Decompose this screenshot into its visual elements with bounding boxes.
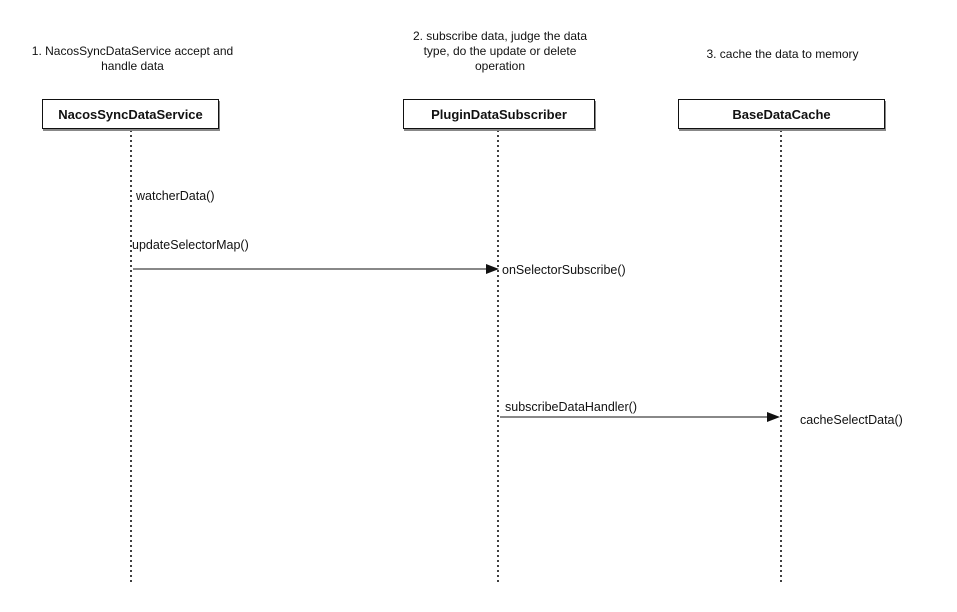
note-step-1: 1. NacosSyncDataService accept and handle data <box>31 44 234 73</box>
arrowhead-subscribe-data-handler <box>767 412 780 422</box>
actor-nacos-sync-data-service: NacosSyncDataService <box>42 99 219 129</box>
message-subscribe-data-handler: subscribeDataHandler() <box>505 400 638 414</box>
note-step-2: 2. subscribe data, judge the data type, do the update or delete operation <box>412 29 588 73</box>
arrowhead-update-selector-map <box>486 264 499 274</box>
message-on-selector-subscribe: onSelectorSubscribe() <box>502 263 626 277</box>
actor-base-data-cache: BaseDataCache <box>678 99 885 129</box>
actor-plugin-data-subscriber: PluginDataSubscriber <box>403 99 595 129</box>
note-step-3: 3. cache the data to memory <box>706 47 859 61</box>
message-update-selector-map: updateSelectorMap() <box>132 238 249 252</box>
message-cache-select-data: cacheSelectData() <box>800 413 903 427</box>
message-watcher-data: watcherData() <box>136 189 215 203</box>
